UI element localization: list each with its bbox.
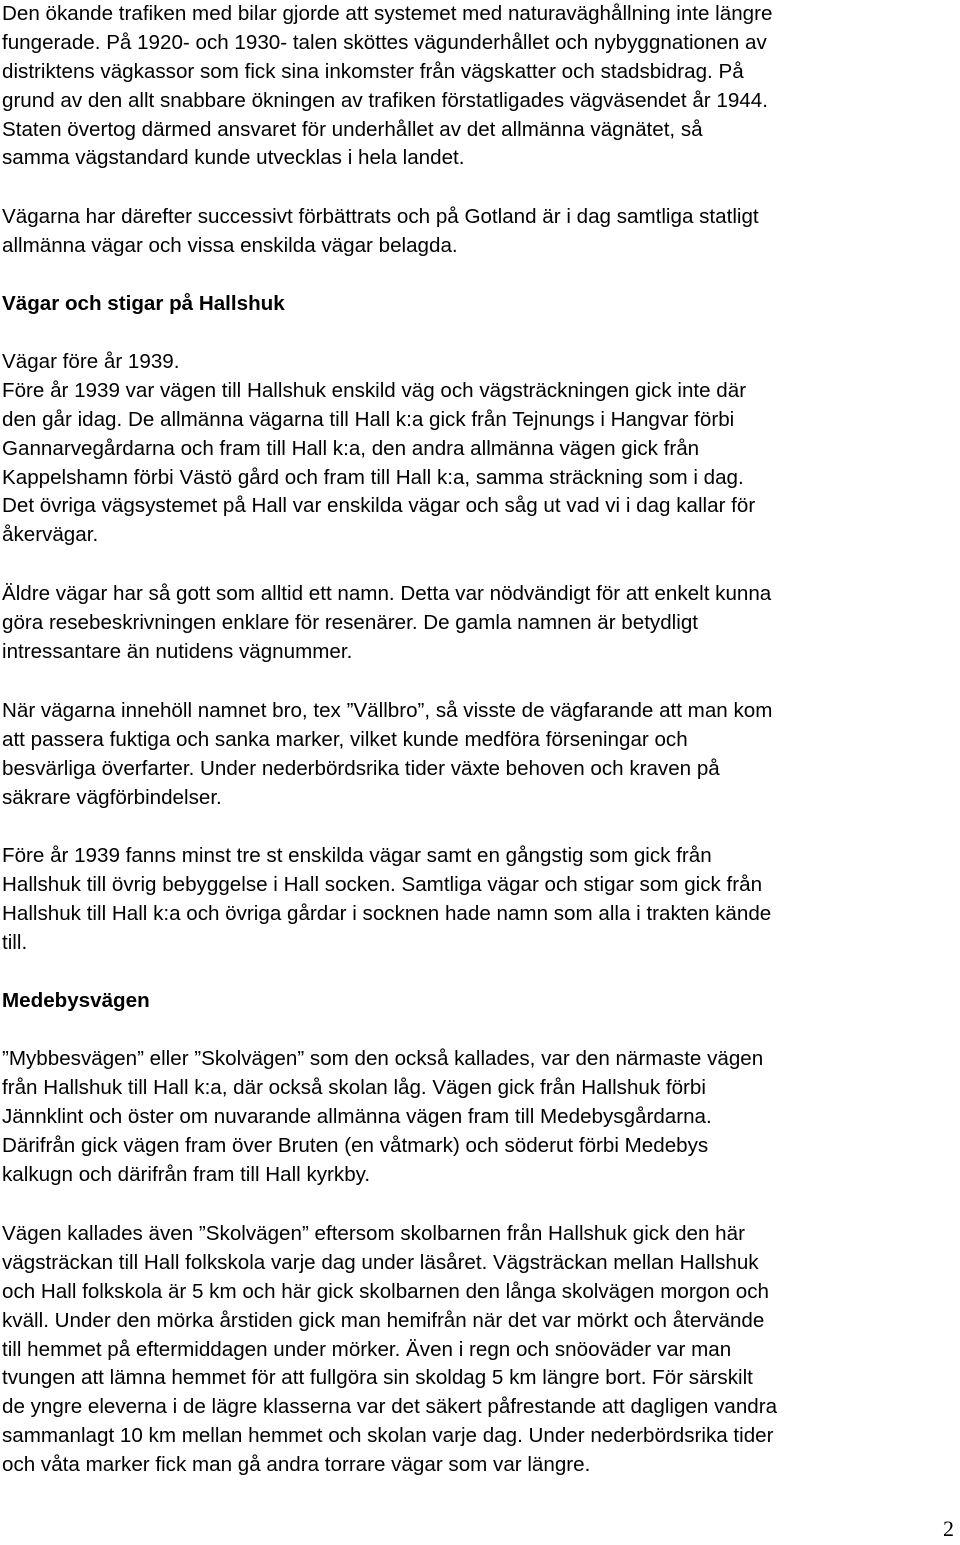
page-number: 2 (943, 1516, 954, 1541)
text-line: Äldre vägar har så gott som alltid ett namn. Detta var nödvändigt för att enkelt kunna (2, 582, 772, 605)
text-line: till. (2, 930, 28, 954)
paragraph-bro-names (2, 697, 772, 813)
text-line: de yngre eleverna i de lägre klasserna var det säkert påfrestande att dagligen vandra (2, 1395, 778, 1419)
heading-text: Vägar och stigar på Hallshuk (2, 292, 285, 315)
text-line: samma vägstandard kunde utvecklas i hela landet. (2, 146, 465, 170)
text-line: allmänna vägar och vissa enskilda vägar belagda. (2, 233, 458, 257)
text-line: Gannarvegårdarna och fram till Hall k:a, den andra allmänna vägen gick från (2, 436, 700, 460)
text-line: Jännklint och öster om nuvarande allmänna vägen fram till Medebysgårdarna. (2, 1104, 712, 1128)
text-line: sammanlagt 10 km mellan hemmet och skolan varje dag. Under nederbördsrika tider (2, 1424, 774, 1448)
paragraph-private-roads (2, 842, 771, 958)
text-line: Vägen kallades även ”Skolvägen” eftersom skolbarnen från Hallshuk gick den här (2, 1222, 745, 1245)
text-line: Vägar före år 1939. (2, 350, 180, 373)
text-line: Vägarna har därefter successivt förbättrats och på Gotland är i dag samtliga statligt (2, 205, 759, 228)
text-line: kalkugn och därifrån fram till Hall kyrkby. (2, 1162, 371, 1186)
text-line: besvärliga överfarter. Under nederbördsrika tider växte behoven och kraven på (2, 756, 720, 780)
text-line: Därifrån gick vägen fram över Bruten (en våtmark) och söderut förbi Medebys (2, 1133, 709, 1157)
section-heading-medebysvagen (2, 987, 150, 1016)
text-line: till hemmet på eftermiddagen under mörker. Även i regn och snöoväder var man (2, 1337, 732, 1361)
text-line: Hallshuk till övrig bebyggelse i Hall socken. Samtliga vägar och stigar som gick från (2, 872, 763, 896)
text-line: åkervägar. (2, 523, 99, 547)
text-line: ”Mybbesvägen” eller ”Skolvägen” som den också kallades, var den närmaste vägen (2, 1047, 764, 1070)
text-line: den går idag. De allmänna vägarna till Hall k:a gick från Tejnungs i Hangvar förbi (2, 407, 735, 431)
text-line: Före år 1939 fanns minst tre st enskilda vägar samt en gångstig som gick från (2, 844, 712, 867)
text-line: kväll. Under den mörka årstiden gick man hemifrån när det var mörkt och återvände (2, 1308, 765, 1332)
text-line: att passera fuktiga och sanka marker, vilket kunde medföra förseningar och (2, 727, 688, 751)
paragraph-road-history (2, 0, 772, 173)
text-line: Kappelshamn förbi Västö gård och fram till Hall k:a, samma sträckning som i dag. (2, 465, 744, 489)
text-line: säkrare vägförbindelser. (2, 785, 222, 809)
text-line: och Hall folkskola är 5 km och här gick skolbarnen den långa skolvägen morgon och (2, 1279, 769, 1303)
paragraph-roads-before-1939 (2, 348, 755, 550)
text-line: Det övriga vägsystemet på Hall var enskilda vägar och såg ut vad vi i dag kallar för (2, 494, 756, 518)
paragraph-road-improvement (2, 203, 759, 261)
text-line: När vägarna innehöll namnet bro, tex ”Vällbro”, så visste de vägfarande att man kom (2, 699, 773, 722)
text-line: intressantare än nutidens vägnummer. (2, 639, 353, 663)
section-heading-vagar-och-stigar (2, 290, 285, 319)
text-line: göra resebeskrivningen enklare för resenärer. De gamla namnen är betydligt (2, 610, 698, 634)
paragraph-mybbesvagen (2, 1045, 763, 1189)
paragraph-old-road-names (2, 580, 771, 667)
text-line: grund av den allt snabbare ökningen av trafiken förstatligades vägväsendet år 1944. (2, 88, 768, 112)
text-line: Den ökande trafiken med bilar gjorde att systemet med naturaväghållning inte längre (2, 2, 773, 25)
text-line: och våta marker fick man gå andra torrare vägar som var längre. (2, 1453, 591, 1477)
text-line: tvungen att lämna hemmet för att fullgöra sin skoldag 5 km längre bort. För särskilt (2, 1366, 753, 1390)
heading-text: Medebysvägen (2, 989, 150, 1012)
text-line: Före år 1939 var vägen till Hallshuk enskild väg och vägsträckningen gick inte där (2, 378, 747, 402)
text-line: Staten övertog därmed ansvaret för underhållet av det allmänna vägnätet, så (2, 117, 703, 141)
text-line: fungerade. På 1920- och 1930- talen sköttes vägunderhållet och nybyggnationen av (2, 30, 767, 54)
text-line: vägsträckan till Hall folkskola varje dag under läsåret. Vägsträckan mellan Hallshuk (2, 1250, 759, 1274)
text-line: Hallshuk till Hall k:a och övriga gårdar i socknen hade namn som alla i trakten kände (2, 901, 772, 925)
text-line: distriktens vägkassor som fick sina inkomster från vägskatter och stadsbidrag. På (2, 59, 744, 83)
paragraph-skolvagen (2, 1220, 777, 1480)
text-line: från Hallshuk till Hall k:a, där också skolan låg. Vägen gick från Hallshuk förbi (2, 1075, 706, 1099)
